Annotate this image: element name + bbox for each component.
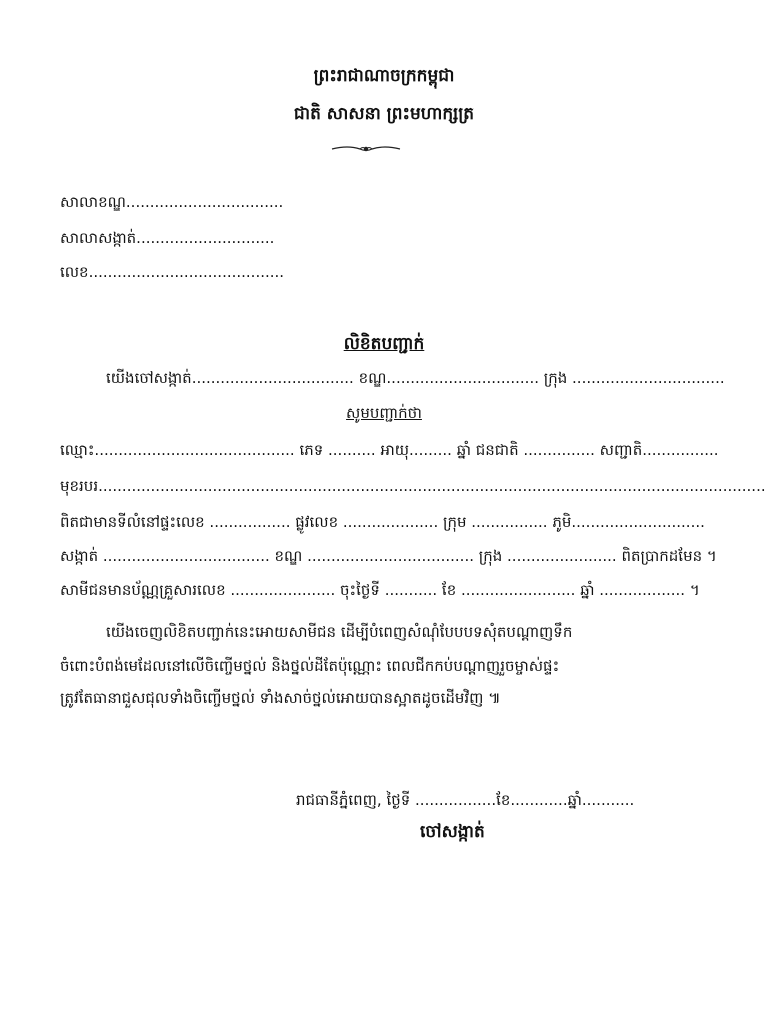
khan-hall-line: សាលាខណ្ឌ................................. (60, 193, 284, 211)
occupation-line: មុខរបរ............................................................................................................................................ (60, 477, 766, 495)
residence-line: ពិតជាមានទីលំនៅផ្ទះលេខ ................. ផ្លូវលេខ .................... ក្រុម ................ ភូមិ............................ (60, 513, 705, 531)
request-line: សូមបញ្ជាក់ថា (346, 404, 422, 422)
district-line: សង្កាត់ ................................... ខណ្ឌ ................................... ក្រុង ....................... ពិតប្រាកដមែន ។ (60, 547, 717, 565)
document-number-line: លេខ......................................... (60, 263, 285, 281)
kingdom-heading: ព្រះរាជាណាចក្រកម្ពុជា (313, 66, 455, 86)
place-date-line: រាជធានីភ្នំពេញ, ថ្ងៃទី .................ខែ............ឆ្នាំ........... (296, 791, 635, 809)
paragraph-line-1: យើងចេញលិខិតបញ្ជាក់នេះអោយសាមីជន ដើម្បីបំពេញសំណុំបែបបទសុំតបណ្តាញទឹក (106, 623, 573, 641)
sangkat-hall-line: សាលាសង្កាត់............................. (60, 229, 275, 247)
paragraph-line-2: ចំពោះបំពង់មេដែលនៅលើចិញ្ចើមថ្នល់ និងថ្នល់ដីតែប៉ុណ្ណោះ ពេលជីកកប់បណ្តាញរួចម្ចាស់ផ្ទះ (60, 657, 560, 675)
document-title: លិខិតបញ្ជាក់ (343, 334, 425, 354)
paragraph-line-3: ត្រូវតែធានាជួសជុលទាំងចិញ្ចើមថ្នល់ ទាំងសាច់ថ្នល់អោយបានស្អាតដូចដើមវិញ ៕ (60, 689, 501, 707)
divider-ornament-icon (330, 144, 402, 154)
signatory-title: ចៅសង្កាត់ (420, 822, 485, 842)
motto-heading: ជាតិ សាសនា ព្រះមហាក្សត្រ (293, 104, 475, 124)
family-book-line: សាមីជនមានប័ណ្ណគ្រួសារលេខ ...................... ចុះថ្ងៃទី ........... ខែ ........................ ឆ្នាំ .................. ។ (60, 581, 700, 599)
intro-line: យើងចៅសង្កាត់.................................. ខណ្ឌ................................ ក្រុង ................................ (106, 369, 725, 387)
name-line: ឈ្មោះ.......................................... ភេទ .......... អាយុ......... ឆ្នាំ ជនជាតិ ............... សញ្ជាតិ................ (60, 441, 719, 459)
